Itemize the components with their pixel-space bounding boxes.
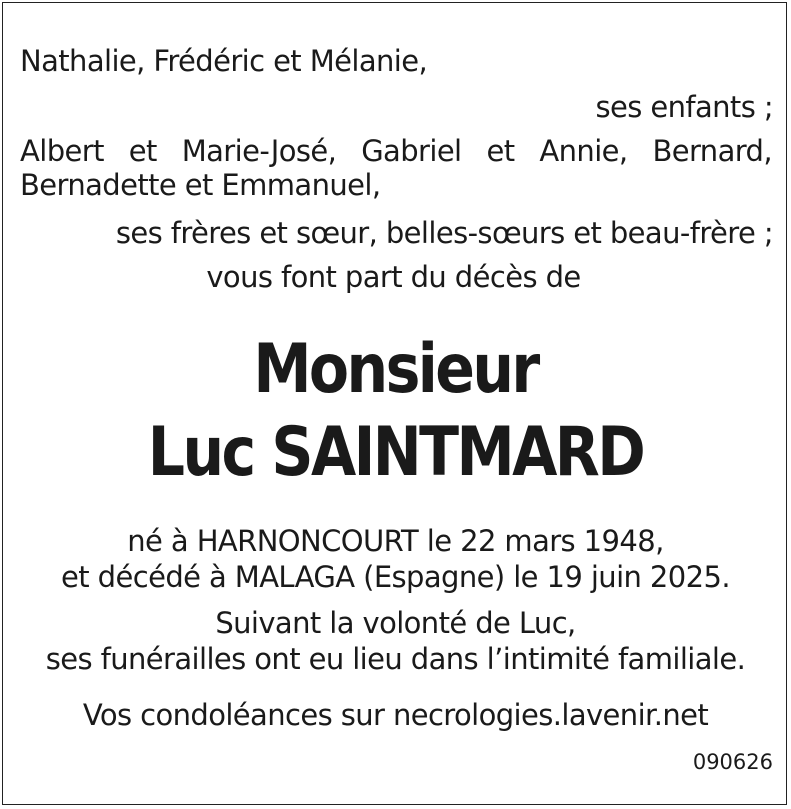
announcement-phrase: vous font part du décès de (206, 260, 581, 294)
death-details: et décédé à MALAGA (Espagne) le 19 juin 2025. (61, 560, 730, 594)
siblings-names-continued: Bernadette et Emmanuel, (20, 168, 381, 202)
deceased-title: Monsieur (253, 330, 538, 409)
birth-details: né à HARNONCOURT le 22 mars 1948, (127, 524, 664, 558)
wish-statement: Suivant la volonté de Luc, (215, 606, 576, 640)
sibling-word: Gabriel (361, 134, 462, 168)
deceased-name: Luc SAINTMARD (147, 413, 644, 492)
sibling-word: et (128, 134, 157, 168)
siblings-relation: ses frères et sœur, belles-sœurs et beau-frère ; (115, 216, 773, 250)
sibling-word: et (486, 134, 515, 168)
sibling-word: Albert (20, 134, 104, 168)
children-names: Nathalie, Frédéric et Mélanie, (20, 44, 428, 78)
siblings-names-line (20, 134, 772, 168)
children-relation: ses enfants ; (595, 90, 773, 124)
notice-reference: 090626 (692, 750, 773, 774)
sibling-word: Annie, (539, 134, 628, 168)
condolences-link: Vos condoléances sur necrologies.lavenir.net (82, 698, 709, 732)
sibling-word: Marie-José, (181, 134, 337, 168)
funeral-statement: ses funérailles ont eu lieu dans l’intimité familiale. (45, 642, 746, 676)
sibling-word: Bernard, (652, 134, 772, 168)
